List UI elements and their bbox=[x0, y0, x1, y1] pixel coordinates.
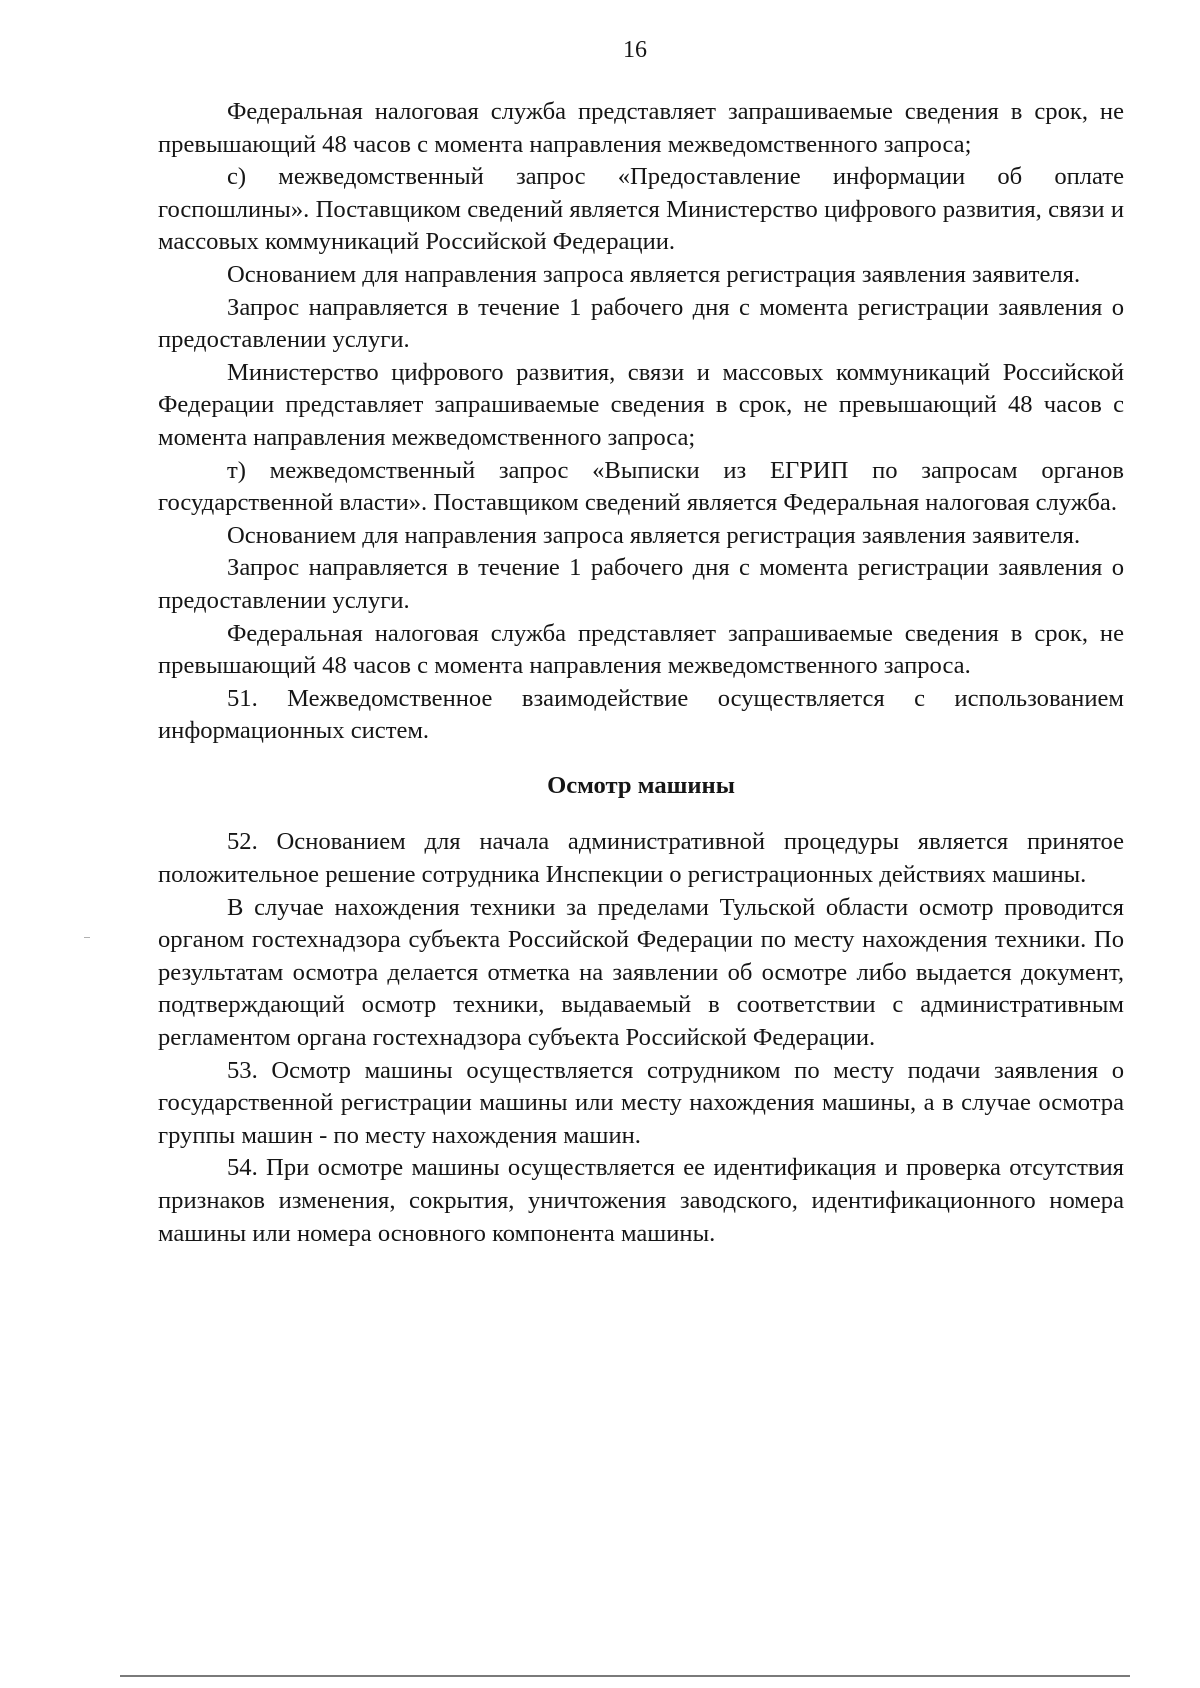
section-heading: Осмотр машины bbox=[547, 771, 735, 799]
paragraph: с) межведомственный запрос «Предоставление информации об оплате госпошлины». Поставщиком сведений является Министерство цифрового развития, связи и массовых коммуникаций Российской Федерации. bbox=[158, 163, 1124, 256]
bottom-rule bbox=[120, 1675, 1130, 1677]
paragraph: 52. Основанием для начала административной процедуры является принятое положительное решение сотрудника Инспекции о регистрационных действиях машины. bbox=[158, 828, 1124, 889]
paragraph: Федеральная налоговая служба представляет запрашиваемые сведения в срок, не превышающий 48 часов с момента направления межведомственного запроса. bbox=[158, 619, 1124, 680]
paragraph: Запрос направляется в течение 1 рабочего дня с момента регистрации заявления о предоставлении услуги. bbox=[158, 554, 1124, 614]
paragraph: Министерство цифрового развития, связи и массовых коммуникаций Российской Федерации представляет запрашиваемые сведения в срок, не превышающий 48 часов с момента направления межведомственного запроса; bbox=[158, 358, 1124, 451]
paragraph: Запрос направляется в течение 1 рабочего дня с момента регистрации заявления о предоставлении услуги. bbox=[158, 293, 1124, 354]
paragraph: Федеральная налоговая служба представляет запрашиваемые сведения в срок, не превышающий 48 часов с момента направления межведомственного запроса; bbox=[158, 98, 1124, 158]
paragraph: Основанием для направления запроса является регистрация заявления заявителя. bbox=[227, 260, 1081, 288]
page-number: 16 bbox=[623, 37, 647, 63]
paragraph: Основанием для направления запроса является регистрация заявления заявителя. bbox=[227, 521, 1081, 549]
paragraph: 51. Межведомственное взаимодействие осуществляется с использованием информационных систем. bbox=[158, 684, 1124, 745]
scan-margin-mark bbox=[84, 937, 90, 938]
paragraph: В случае нахождения техники за пределами Тульской области осмотр проводится органом гостехнадзора субъекта Российской Федерации по месту нахождения техники. По результатам осмотра делается отметка на заявлении об осмотре либо выдается документ, подтверждающий осмотр техники, выдаваемый в соответствии с административным регламентом органа гостехнадзора субъекта Российской Федерации. bbox=[158, 893, 1124, 1052]
document-body bbox=[158, 96, 1124, 1250]
paragraph: 54. При осмотре машины осуществляется ее идентификация и проверка отсутствия признаков изменения, сокрытия, уничтожения заводского, идентификационного номера машины или номера основного компонента машины. bbox=[158, 1154, 1124, 1247]
paragraph: т) межведомственный запрос «Выписки из ЕГРИП по запросам органов государственной власти». Поставщиком сведений является Федеральная налоговая служба. bbox=[158, 456, 1124, 517]
paragraph: 53. Осмотр машины осуществляется сотрудником по месту подачи заявления о государственной регистрации машины или месту нахождения машины, а в случае осмотра группы машин - по месту нахождения машин. bbox=[158, 1056, 1124, 1149]
